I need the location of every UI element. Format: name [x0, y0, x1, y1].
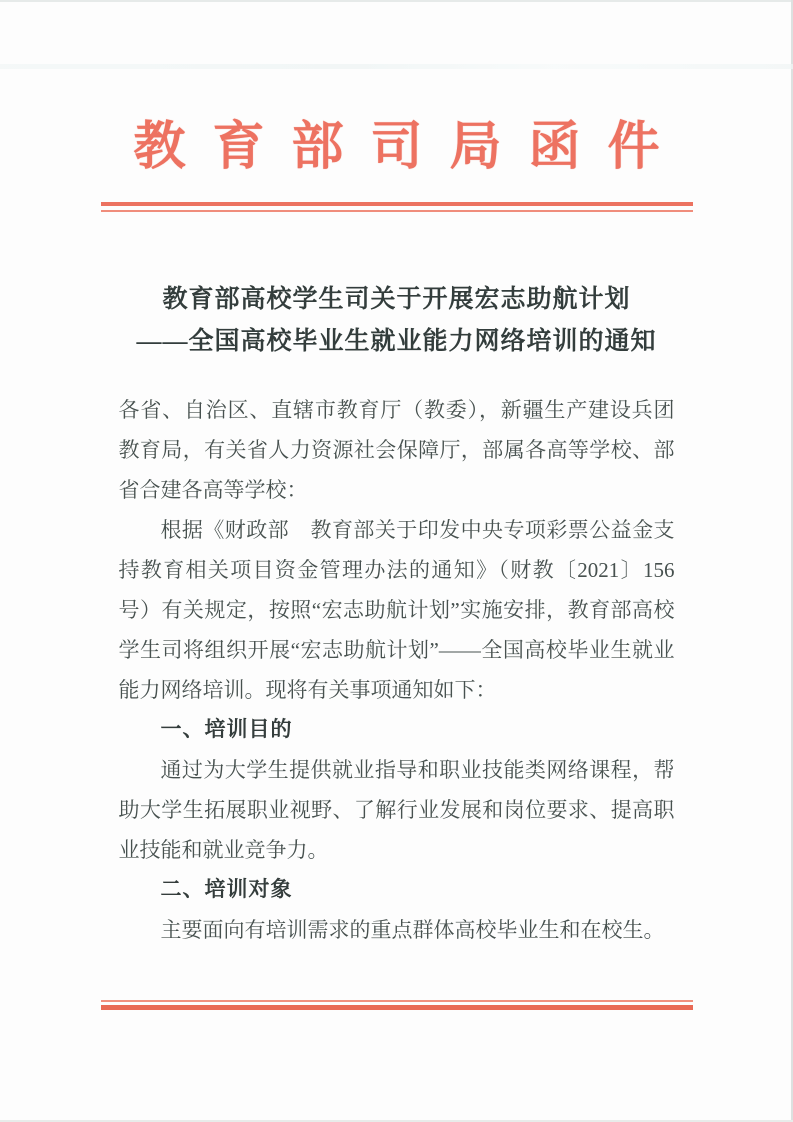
- recipients-paragraph: 各省、自治区、直辖市教育厅（教委），新疆生产建设兵团教育局，有关省人力资源社会保障厅，部属各高等学校、部省合建各高等学校：: [118, 398, 675, 502]
- notice-body: [119, 390, 675, 950]
- section-2-heading: 二、培训对象: [160, 878, 293, 901]
- section-2-paragraph: 主要面向有培训需求的重点群体高校毕业生和在校生。: [160, 918, 665, 942]
- notice-title-line-2: ——全国高校毕业生就业能力网络培训的通知: [136, 328, 657, 355]
- section-1-heading: 一、培训目的: [160, 718, 293, 741]
- section-1-paragraph: 通过为大学生提供就业指导和职业技能类网络课程，帮助大学生拓展职业视野、了解行业发展和岗位要求、提高职业技能和就业竞争力。: [118, 758, 675, 862]
- footer-rule-thin-bar: [101, 1000, 693, 1002]
- notice-title: [0, 279, 793, 363]
- footer-rule: [101, 1000, 693, 1010]
- basis-paragraph: 根据《财政部 教育部关于印发中央专项彩票公益金支持教育相关项目资金管理办法的通知》（财教〔2021〕156号）有关规定，按照“宏志助航计划”实施安排，教育部高校学生司将组织开展“宏志助航计划”——全国高校毕业生就业能力网络培训。现将有关事项通知如下：: [118, 518, 675, 702]
- notice-title-line-1: 教育部高校学生司关于开展宏志助航计划: [162, 286, 631, 313]
- letterhead-rule: [101, 202, 693, 212]
- letterhead-banner: 教育部司局函件: [133, 119, 687, 176]
- scan-edge-top: [0, 0, 793, 2]
- letterhead-rule-thin-bar: [101, 210, 693, 212]
- letterhead-rule-thick-bar: [101, 202, 693, 206]
- scan-artifact-band: [0, 64, 793, 69]
- footer-rule-thick-bar: [101, 1005, 693, 1010]
